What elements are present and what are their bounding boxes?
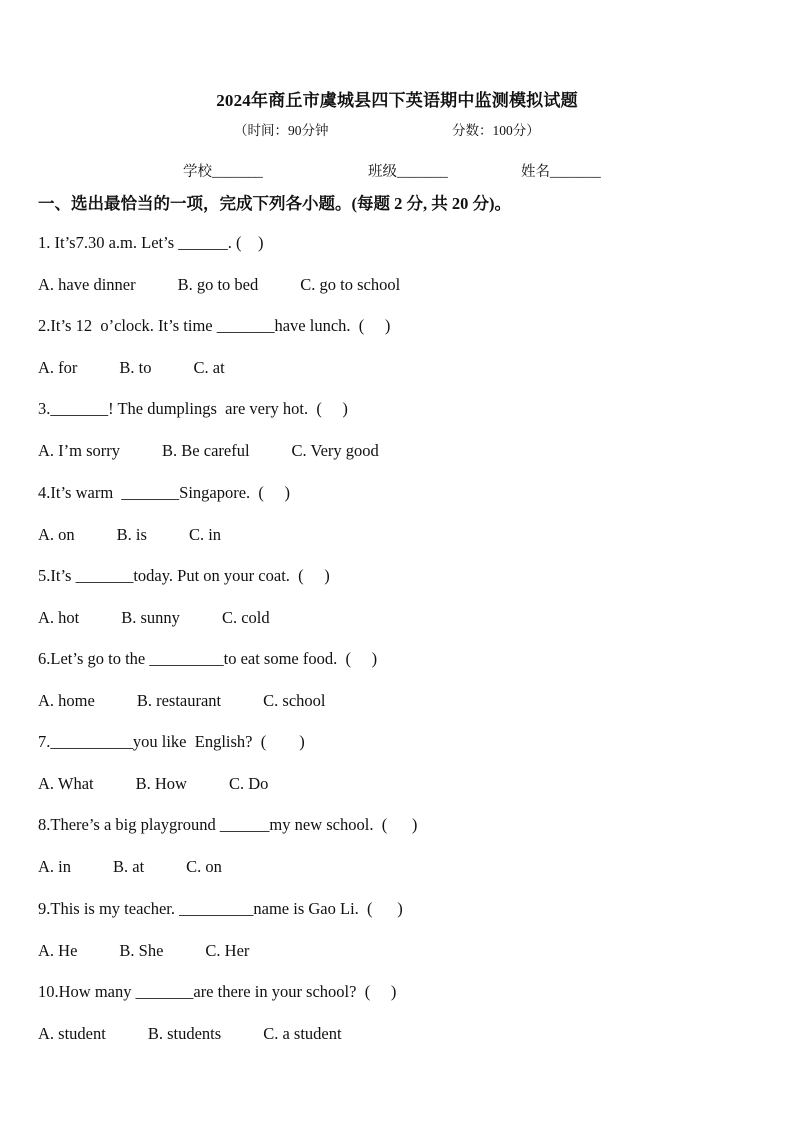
answer-option: B. Be careful (162, 441, 250, 461)
answer-option: C. Her (205, 940, 250, 960)
question-item (38, 730, 758, 813)
answer-option: C. a student (263, 1023, 342, 1043)
answer-option: A. student (38, 1023, 106, 1043)
question-item (38, 481, 758, 564)
question-stem: 4.It’s warm _______Singapore. ( ) (38, 482, 291, 502)
question-options (38, 939, 291, 963)
question-stem: 7.__________you like English? ( ) (38, 732, 305, 752)
answer-option: A. I’m sorry (38, 441, 121, 461)
answer-option: C. in (188, 524, 222, 544)
answer-option: B. sunny (121, 607, 180, 627)
answer-option: C. school (263, 690, 326, 710)
answer-option: B. go to bed (177, 275, 259, 294)
answer-option: C. cold (221, 607, 270, 627)
question-options (38, 356, 267, 380)
question-item (38, 397, 758, 480)
question-options (38, 1022, 384, 1046)
answer-option: A. hot (38, 607, 80, 627)
question-item (38, 897, 758, 980)
question-item (38, 314, 758, 397)
school-field: 学校_______ (183, 164, 263, 180)
exam-time: （时间：90分钟 (234, 123, 329, 138)
class-field: 班级_______ (368, 164, 448, 180)
question-stem: 9.This is my teacher. _________name is Gao Li. ( ) (38, 898, 403, 918)
answer-option: B. She (119, 940, 164, 960)
question-options (38, 523, 263, 547)
question-stem: 6.Let’s go to the _________to eat some food. ( ) (38, 648, 378, 668)
answer-option: A. on (38, 524, 75, 544)
question-item (38, 813, 758, 896)
question-stem: 10.How many _______are there in your school? ( ) (38, 981, 397, 1001)
question-item (38, 647, 758, 730)
answer-option: A. What (38, 774, 94, 794)
question-options (38, 273, 442, 297)
answer-option: A. He (38, 940, 78, 960)
question-options (38, 439, 421, 463)
exam-score: 分数：100分） (452, 123, 540, 138)
answer-option: B. How (135, 774, 187, 794)
question-list (38, 231, 758, 1063)
question-options (38, 606, 312, 630)
question-stem: 1. It’s7.30 a.m. Let’s ______. ( ) (38, 233, 264, 252)
question-options (38, 689, 367, 713)
answer-option: A. in (38, 857, 71, 877)
answer-option: B. at (113, 857, 145, 877)
question-options (38, 772, 310, 796)
question-stem: 8.There’s a big playground ______my new school. ( ) (38, 815, 418, 835)
answer-option: C. go to school (300, 275, 401, 294)
answer-option: C. Very good (291, 441, 379, 461)
answer-option: A. have dinner (38, 275, 136, 294)
answer-option: B. restaurant (136, 690, 222, 710)
answer-option: C. on (186, 857, 222, 877)
question-stem: 2.It’s 12 o’clock. It’s time _______have lunch. ( ) (38, 316, 391, 336)
name-field: 姓名_______ (521, 164, 601, 180)
question-item (38, 231, 758, 314)
answer-option: A. for (38, 358, 78, 378)
answer-option: C. Do (228, 774, 269, 794)
page-title: 2024年商丘市虞城县四下英语期中监测模拟试题 (216, 91, 578, 110)
section-heading: 一、选出最恰当的一项，完成下列各小题。(每题 2 分, 共 20 分)。 (38, 194, 511, 213)
question-stem: 5.It’s _______today. Put on your coat. ( ) (38, 565, 330, 585)
question-stem: 3._______! The dumplings are very hot. ( ) (38, 399, 348, 419)
answer-option: C. at (193, 358, 225, 378)
answer-option: B. to (119, 358, 152, 378)
answer-option: A. home (38, 690, 95, 710)
answer-option: B. is (116, 524, 147, 544)
question-item (38, 564, 758, 647)
question-item (38, 980, 758, 1063)
question-options (38, 855, 264, 879)
answer-option: B. students (147, 1023, 222, 1043)
